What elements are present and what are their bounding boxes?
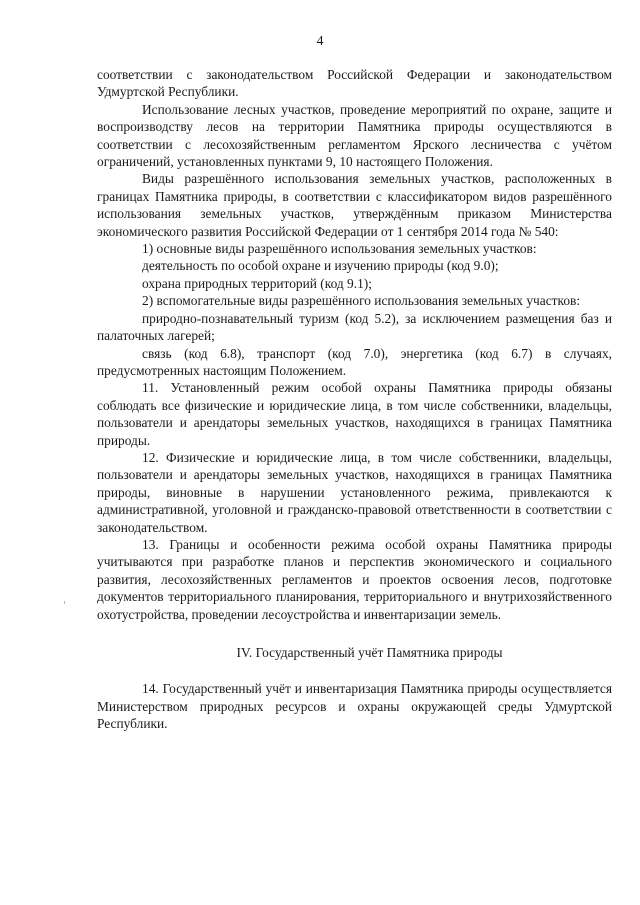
paragraph-land-use-types: Виды разрешённого использования земельных участков, расположенных в границах Памятника природы, в соответствии с классификатором видов разрешённого использования земельных участков, утверждённым приказом Министерства экономического развития Российской Федерации от 1 сентября 2014 года № 540: bbox=[97, 171, 612, 239]
paragraph-13: 13. Границы и особенности режима особой охраны Памятника природы учитываются при разработке планов и перспектив экономического и социального развития, лесохозяйственных регламентов и проектов освоения лесов, подготовке документов территориального планирования, территориального и внутрихозяйственного охотустройства, проведении лесоустройства и инвентаризации земель. bbox=[97, 536, 612, 622]
document-body bbox=[97, 66, 612, 733]
paragraph-auxiliary-types: 2) вспомогательные виды разрешённого использования земельных участков: bbox=[142, 293, 581, 309]
paragraph-code-9-1: охрана природных территорий (код 9.1); bbox=[142, 275, 372, 291]
paragraph-continuation: соответствии с законодательством Российской Федерации и законодательством Удмуртской Республики. bbox=[97, 67, 612, 100]
paragraph-main-types: 1) основные виды разрешённого использования земельных участков: bbox=[142, 241, 537, 257]
scan-mark bbox=[64, 601, 65, 604]
paragraph-forest-use: Использование лесных участков, проведение мероприятий по охране, защите и воспроизводству лесов на территории Памятника природы осуществляются в соответствии с лесохозяйственным регламентом Ярского лесничества с учётом ограничений, установленных пунктами 9, 10 настоящего Положения. bbox=[97, 101, 612, 170]
paragraph-14: 14. Государственный учёт и инвентаризация Памятника природы осуществляется Министерством природных ресурсов и охраны окружающей среды Удмуртской Республики. bbox=[97, 681, 612, 732]
paragraph-code-5-2: природно-познавательный туризм (код 5.2), за исключением размещения баз и палаточных лагерей; bbox=[97, 310, 612, 344]
paragraph-communications: связь (код 6.8), транспорт (код 7.0), энергетика (код 6.7) в случаях, предусмотренных настоящим Положением. bbox=[97, 345, 612, 378]
section-heading: IV. Государственный учёт Памятника природы bbox=[236, 645, 503, 660]
page-number: 4 bbox=[316, 34, 324, 49]
paragraph-12: 12. Физические и юридические лица, в том числе собственники, владельцы, пользователи и арендаторы земельных участков, находящихся в границах Памятника природы, виновные в нарушении установленного режима, привлекаются к административной, уголовной и гражданско-правовой ответственности в соответствии с законодательством. bbox=[97, 449, 612, 535]
paragraph-11: 11. Установленный режим особой охраны Памятника природы обязаны соблюдать все физические и юридические лица, в том числе собственники, владельцы, пользователи и арендаторы земельных участков, находящихся в границах Памятника природы. bbox=[97, 380, 612, 448]
paragraph-code-9-0: деятельность по особой охране и изучению природы (код 9.0); bbox=[142, 258, 499, 274]
